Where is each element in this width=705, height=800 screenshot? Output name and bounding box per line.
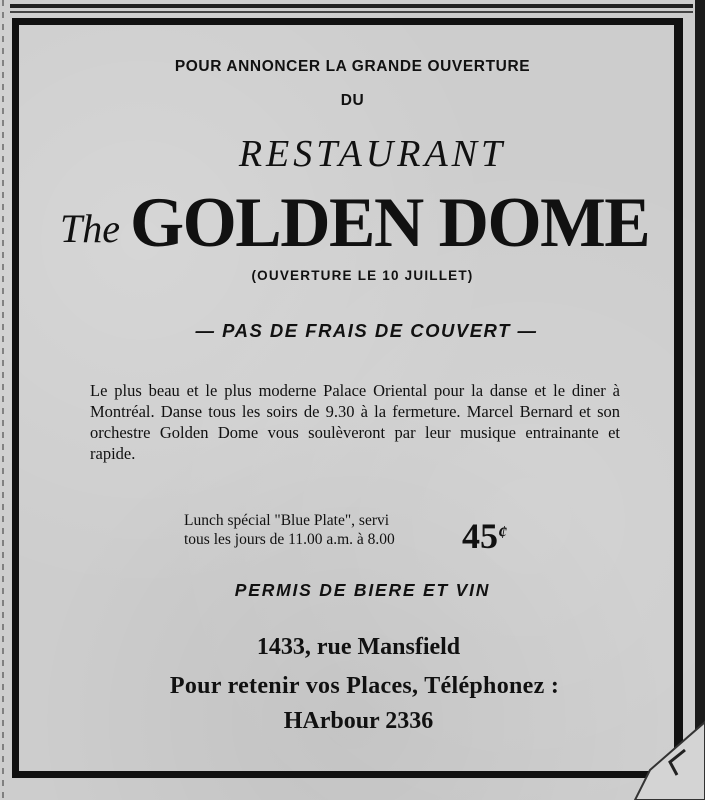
lunch-special-line-1: Lunch spécial "Blue Plate", servi (184, 512, 390, 529)
connector-text: DU (340, 92, 365, 109)
top-rule-thin (10, 11, 693, 13)
lunch-price (462, 514, 507, 554)
description-paragraph: Le plus beau et le plus moderne Palace Oriental pour la danse et le diner à Montréal. Danse tous les soirs de 9.30 à la fermeture. Marcel Bernard et son orchestre Golden Dome vous soulèveront par leur musique entrainante et rapide. (90, 381, 620, 463)
cent-symbol: ¢ (498, 522, 507, 542)
phone-number: HArbour 2336 (283, 708, 434, 734)
name-prefix: The (60, 206, 120, 251)
top-rule (10, 4, 693, 8)
opening-date: (OUVERTURE LE 10 JUILLET) (251, 268, 474, 283)
restaurant-label: RESTAURANT (238, 133, 507, 175)
lunch-special-line-2: tous les jours de 11.00 a.m. à 8.00 (184, 531, 395, 548)
lunch-special (184, 511, 464, 549)
page-curl-icon (615, 720, 705, 800)
restaurant-name: GOLDEN DOME (130, 184, 650, 262)
license-notice: PERMIS DE BIERE ET VIN (234, 580, 491, 600)
price-amount: 45 (462, 516, 498, 556)
restaurant-name-title (60, 183, 660, 264)
no-cover-charge-notice: — PAS DE FRAIS DE COUVERT — (195, 320, 538, 341)
address: 1433, rue Mansfield (256, 634, 461, 660)
announcement-heading: POUR ANNONCER LA GRANDE OUVERTURE (174, 58, 531, 75)
reservation-prompt: Pour retenir vos Places, Téléphonez : (169, 673, 560, 699)
